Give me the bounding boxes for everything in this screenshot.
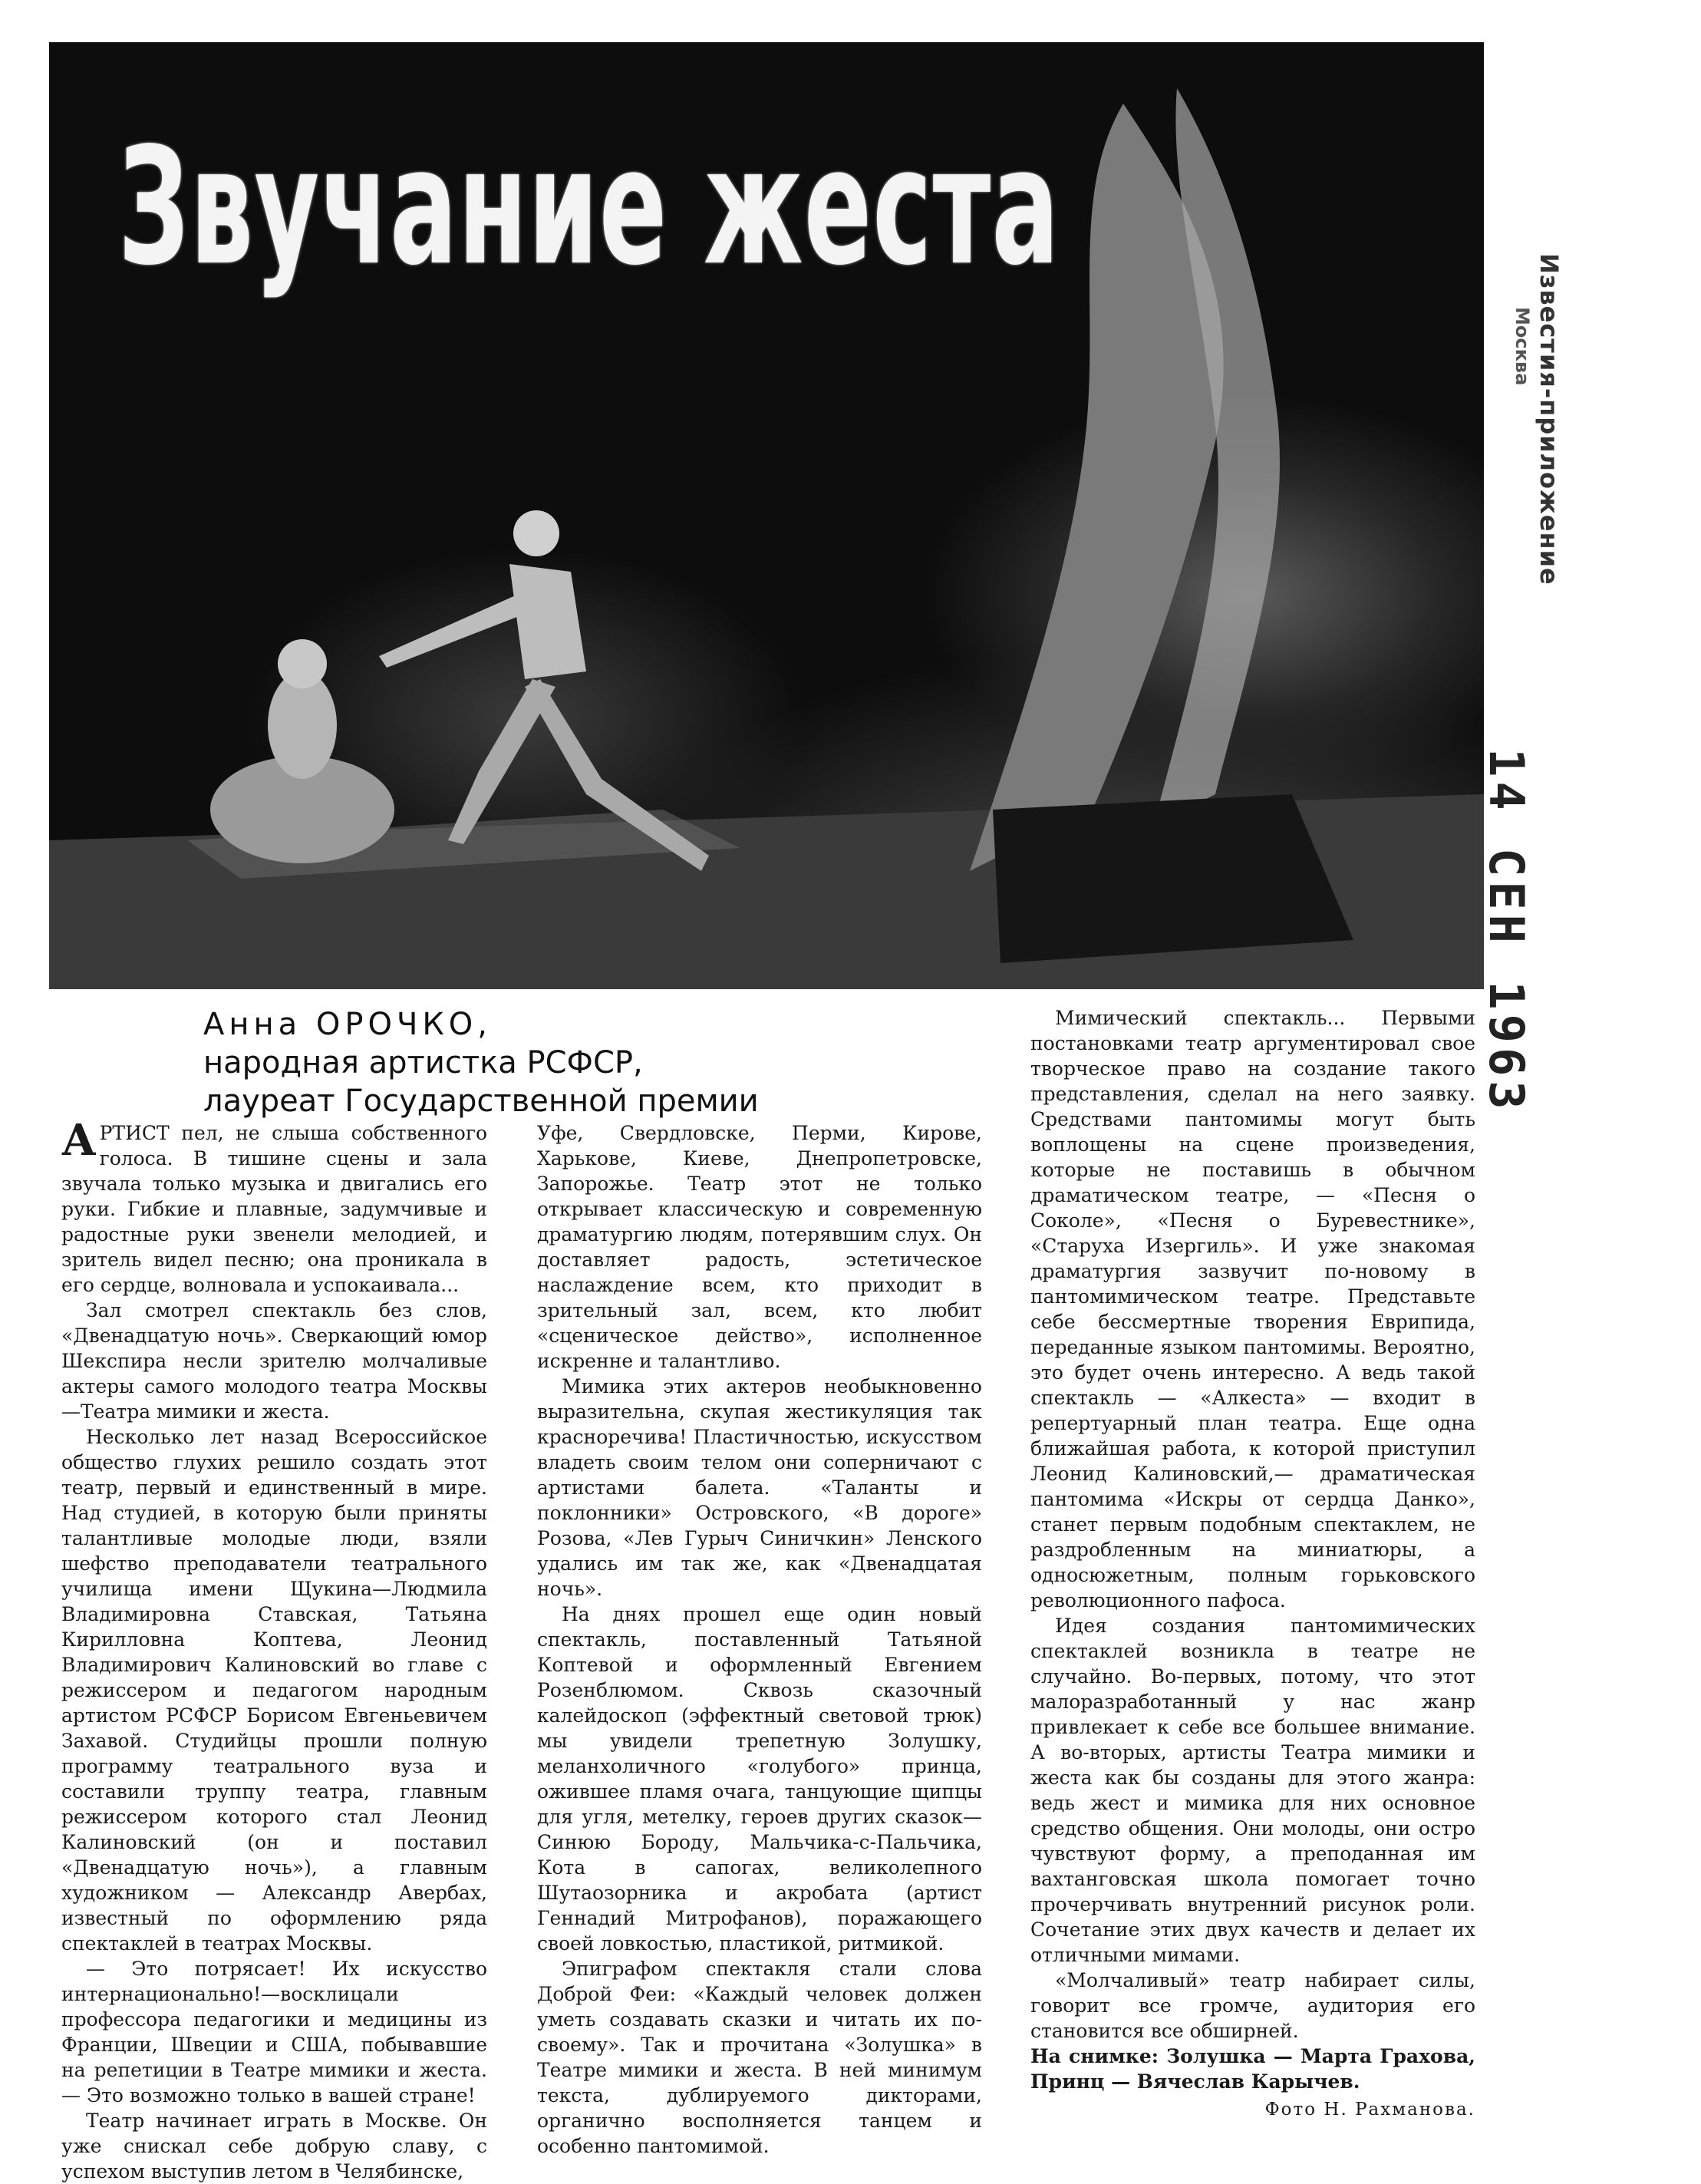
byline-award: лауреат Государственной премии — [203, 1084, 759, 1119]
paragraph: На днях прошел еще один новый спектакль, поставленный Татьяной Коптевой и оформленный Евгением Розенблюмом. Сквозь сказочный калейдоскоп (эффектный световой трюк) мы увидели трепетную Золушку, меланхоличного «голубого» принца, ожившее пламя очага, танцующие щипцы для угля, метелку, героев других сказок— Синюю Бороду, Мальчика-с-Пальчика, Кота в сапогах, великолепного Шутаозорника и акробата (артист Геннадий Митрофанов), поражающего своей ловкостью, пластикой, ритмикой. — [537, 1603, 982, 1955]
stamp-date: 14 СЕН 1963 — [1478, 748, 1535, 1114]
paragraph: Театр начинает играть в Москве. Он уже снискал себе добрую славу, с успехом выступив летом в Челябинске, — [61, 2110, 487, 2182]
photo-caption: На снимке: Золушка — Марта Грахова, Принц — Вячеслав Карычев. — [1030, 2045, 1475, 2093]
photo-credit: Фото Н. Рахманова. — [1264, 2100, 1475, 2120]
paragraph: Уфе, Свердловске, Перми, Кирове, Харькове, Киеве, Днепропетровске, Запорожье. Театр этот не только открывает классическую и современную драматургию людям, потерявшим слух. Он доставляет радость, эстетическое наслаждение всем, кто приходит в зрительный зал, всем, кто любит «сценическое действо», исполненное искренне и талантливо. — [537, 1122, 982, 1372]
paragraph: Идея создания пантомимических спектаклей возникла в театре не случайно. Во-первых, потому, что этот малоразработанный у нас жанр привлекает к себе все большее внимание. А во-вторых, артисты Театра мимики и жеста как бы созданы для этого жанра: ведь жест и мимика для них основное средство общения. Они молоды, они остро чувствуют форму, а преподанная им вахтанговская школа помогает точно прочерчивать внутренний рисунок роли. Сочетание этих двух качеств и делает их отличными мимами. — [1030, 1615, 1475, 1966]
byline-title: народная артистка РСФСР, — [203, 1045, 643, 1080]
drop-cap: А — [61, 1115, 97, 1166]
prince-body — [509, 564, 586, 679]
byline — [203, 1005, 759, 1120]
cinderella-head — [278, 639, 327, 688]
stamp-city: Москва — [1511, 307, 1533, 386]
paragraph: «Молчаливый» театр набирает силы, говорит все громче, аудитория его становится все обширней. — [1030, 1969, 1475, 2042]
article-column-2 — [537, 1120, 982, 2159]
prince-head — [513, 510, 559, 556]
article-column-1 — [61, 1115, 487, 2184]
prince-arm — [379, 595, 525, 668]
paragraph: Эпиграфом спектакля стали слова Доброй Феи: «Каждый человек должен уметь создавать сказки и читать их по-своему». Так и прочитана «Золушка» в Театре мимики и жеста. В ней минимум текста, дублируемого дикторами, органично восполняется танцем и особенно пантомимой. — [537, 1958, 982, 2157]
paragraph: Несколько лет назад Всероссийское общество глухих решило создать этот театр, первый и единственный в мире. Над студией, в которую были приняты талантливые молодые люди, взяли шефство преподаватели театрального училища имени Щукина—Людмила Владимировна Ставская, Татьяна Кирилловна Коптева, Леонид Владимирович Калиновский во главе с режиссером и педагогом народным артистом РСФСР Борисом Евгеньевичем Захавой. Студийцы прошли полную программу театрального вуза и составили труппу театра, главным режиссером которого стал Леонид Калиновский (он и поставил «Двенадцатую ночь»), а главным художником — Александр Авербах, известный по оформлению ряда спектаклей в театрах Москвы. — [61, 1426, 487, 1955]
paragraph: Зал смотрел спектакль без слов, «Двенадцатую ночь». Сверкающий юмор Шекспира несли зрителю молчаливые актеры самого молодого театра Москвы—Театра мимики и жеста. — [61, 1299, 487, 1423]
headline: Звучание жеста — [118, 113, 1060, 301]
paragraph: Мимический спектакль... Первыми постановками театр аргументировал свое творческое право на создание такого представления, сделал на него заявку. Средствами пантомимы могут быть воплощены на сцене произведения, которые не поставишь в обычном драматическом театре, — «Песня о Соколе», «Песня о Буревестнике», «Старуха Изергиль». И уже знакомая драматургия зазвучит по-новому в пантомимическом театре. Представьте себе бессмертные творения Еврипида, переданные языком пантомимы. Вероятно, это будет очень интересно. А ведь такой спектакль — «Алкеста» — входит в репертуарный план театра. Еще одна ближайшая работа, к которой приступил Леонид Калиновский,— драматическая пантомима «Искры от сердца Данко», станет первым подобным спектаклем, не раздробленным на миниатюры, а односюжетным, полным горьковского революционного пафоса. — [1030, 1007, 1475, 1612]
paragraph: АРТИСТ пел, не слыша собственного голоса. В тишине сцены и зала звучала только музыка и двигались его руки. Гибкие и плавные, задумчивые и радостные руки звенели мелодией, и зритель видел песню; она проникала в его сердце, волновала и успокаивала... — [61, 1115, 487, 1296]
byline-author: Анна ОРОЧКО, — [203, 1007, 493, 1042]
paragraph: — Это потрясает! Их искусство интернационально!—восклицали профессора педагогики и медицины из Франции, Швеции и США, побывавшие на репетиции в Театре мимики и жеста.— Это возможно только в вашей стране! — [61, 1958, 487, 2106]
stage-photo — [49, 42, 1484, 989]
article-column-3 — [1030, 1005, 1475, 2123]
stage-prop — [993, 794, 1353, 963]
paragraph: Мимика этих актеров необыкновенно выразительна, скупая жестикуляция так красноречива! Пластичностью, искусством владеть своим телом они соперничают с артистами балета. «Таланты и поклонники» Островского, «В дороге» Розова, «Лев Гурыч Синичкин» Ленского удались им так же, как «Двенадцатая ночь». — [537, 1375, 982, 1600]
stamp-paper-name: Известия-приложение — [1535, 253, 1564, 586]
